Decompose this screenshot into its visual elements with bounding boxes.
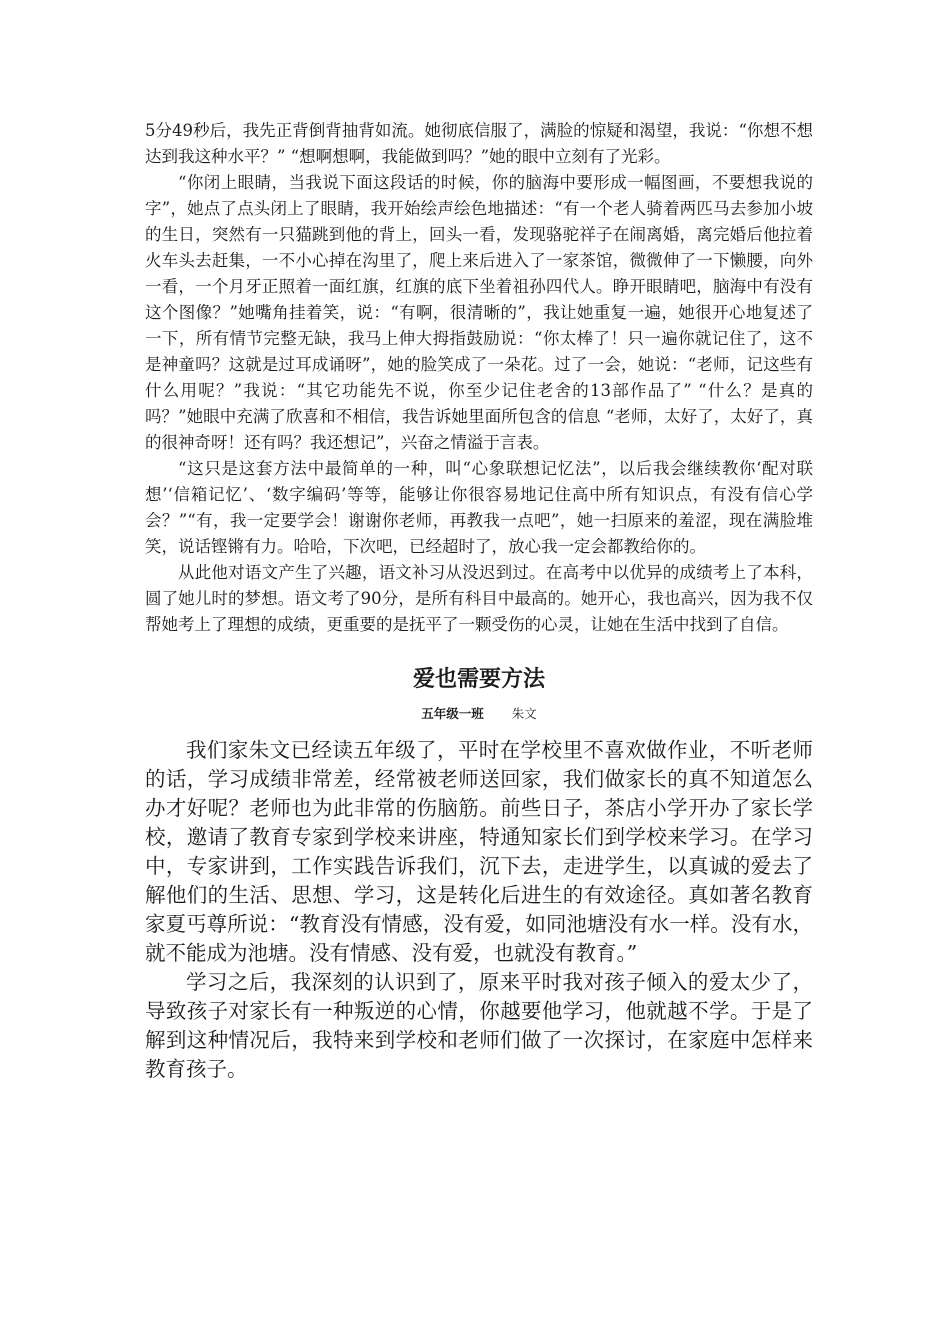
- previous-article-section: [145, 118, 813, 638]
- article-byline: [145, 704, 813, 724]
- class-name: 五年级一班: [421, 706, 484, 721]
- paragraph: 5分49秒后，我先正背倒背抽背如流。她彻底信服了，满脸的惊疑和渴望，我说：“你想不想达到我这种水平？” “想啊想啊，我能做到吗？”她的眼中立刻有了光彩。: [145, 121, 813, 166]
- paragraph: 我们家朱文已经读五年级了，平时在学校里不喜欢做作业，不听老师的话，学习成绩非常差，经常被老师送回家，我们做家长的真不知道怎么办才好呢？老师也为此非常的伤脑筋。前些日子，茶店小学开办了家长学校，邀请了教育专家到学校来讲座，特通知家长们到学校来学习。在学习中，专家讲到，工作实践告诉我们，沉下去，走进学生，以真诚的爱去了解他们的生活、思想、学习，这是转化后进生的有效途径。真如著名教育家夏丐尊所说：“教育没有情感，没有爱，如同池塘没有水一样。没有水，就不能成为池塘。没有情感、没有爱，也就没有教育。”: [145, 738, 813, 965]
- author-name: 朱文: [511, 706, 537, 721]
- paragraph: “你闭上眼睛，当我说下面这段话的时候，你的脑海中要形成一幅图画，不要想我说的字”，她点了点头闭上了眼睛，我开始绘声绘色地描述：“有一个老人骑着两匹马去参加小坡的生日，突然有一只猫跳到他的背上，回头一看，发现骆驼祥子在闹离婚，离完婚后他拉着火车头去赶集，一不小心掉在沟里了，爬上来后进入了一家茶馆，微微伸了一下懒腰，向外一看，一个月牙正照着一面红旗，红旗的底下坐着祖孙四代人。睁开眼睛吧，脑海中有没有这个图像？”她嘴角挂着笑，说：“有啊，很清晰的”，我让她重复一遍，她很开心地复述了一下，所有情节完整无缺，我马上伸大拇指鼓励说：“你太棒了！只一遍你就记住了，这不是神童吗？这就是过耳成诵呀”，她的脸笑成了一朵花。过了一会，她说：“老师，记这些有什么用呢？”我说：“其它功能先不说，你至少记住老舍的13部作品了” “什么？是真的吗？”她眼中充满了欣喜和不相信，我告诉她里面所包含的信息 “老师，太好了，太好了，真的很神奇呀！还有吗？我还想记”，兴奋之情溢于言表。: [145, 173, 813, 452]
- paragraph: 从此他对语文产生了兴趣，语文补习从没迟到过。在高考中以优异的成绩考上了本科，圆了她儿时的梦想。语文考了90分，是所有科目中最高的。她开心，我也高兴，因为我不仅帮她考上了理想的成绩，更重要的是抚平了一颗受伤的心灵，让她在生活中找到了自信。: [145, 563, 813, 634]
- paragraph: 学习之后，我深刻的认识到了，原来平时我对孩子倾入的爱太少了，导致孩子对家长有一种叛逆的心情，你越要他学习，他就越不学。于是了解到这种情况后，我特来到学校和老师们做了一次探讨，在家庭中怎样来教育孩子。: [145, 970, 813, 1081]
- article-title: 爱也需要方法: [412, 667, 545, 692]
- paragraph: “这只是这套方法中最简单的一种，叫“心象联想记忆法”，以后我会继续教你‘配对联想’‘信箱记忆’、‘数字编码’等等，能够让你很容易地记住高中所有知识点，有没有信心学会？”“有，我一定要学会！谢谢你老师，再教我一点吧”，她一扫原来的羞涩，现在满脸堆笑，说话铿锵有力。哈哈，下次吧，已经超时了，放心我一定会都教给你的。: [145, 459, 813, 556]
- article-body: [145, 736, 813, 1084]
- document-page: [145, 118, 813, 1084]
